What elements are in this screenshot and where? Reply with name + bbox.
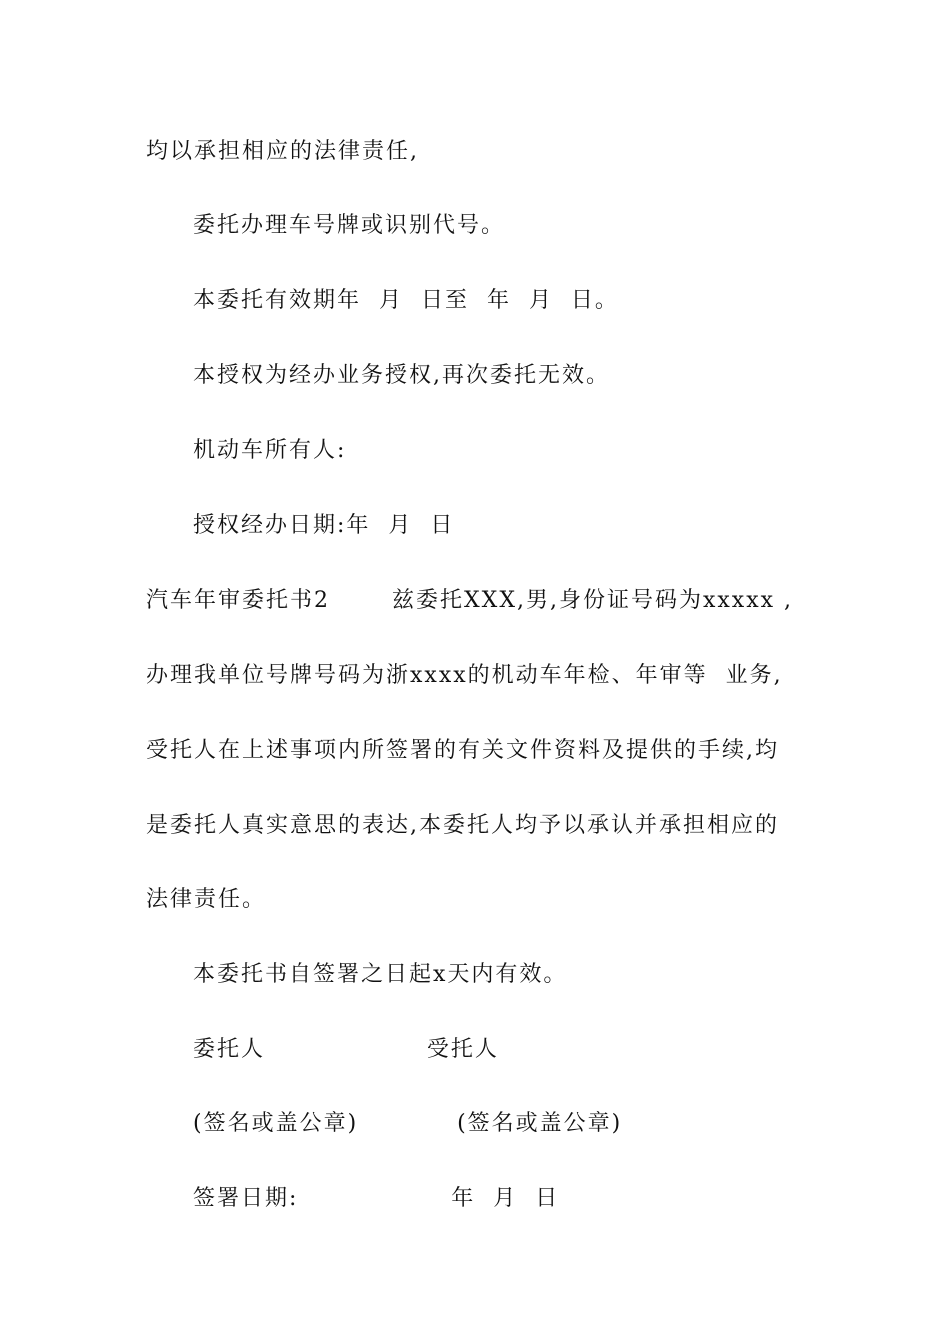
authorization-date-line: 授权经办日期:年 月 日	[193, 513, 455, 538]
text-line: 法律责任。	[146, 887, 267, 912]
section-heading: 汽车年审委托书2	[146, 588, 330, 613]
validity-period-line: 本委托有效期年 月 日至 年 月 日。	[193, 288, 619, 313]
parties-line: 委托人 受托人	[193, 1037, 499, 1062]
text-line: 委托办理车号牌或识别代号。	[193, 213, 506, 238]
text-line: 是委托人真实意思的表达,本委托人均予以承认并承担相应的	[146, 813, 779, 838]
section-heading-line	[146, 586, 793, 616]
text-line: 办理我单位号牌号码为浙xxxx的机动车年检、年审等 业务,	[146, 663, 783, 688]
owner-line: 机动车所有人:	[193, 438, 347, 463]
text-line: 受托人在上述事项内所签署的有关文件资料及提供的手续,均	[146, 738, 779, 763]
text-line: 均以承担相应的法律责任,	[146, 139, 419, 164]
section-first-line: 兹委托XXX,男,身份证号码为xxxxx ,	[392, 588, 793, 613]
validity-line: 本委托书自签署之日起x天内有效。	[193, 962, 568, 987]
sign-date-line: 签署日期: 年 月 日	[193, 1186, 560, 1211]
text-line: 本授权为经办业务授权,再次委托无效。	[193, 363, 610, 388]
signature-line: (签名或盖公章) (签名或盖公章)	[193, 1111, 623, 1136]
